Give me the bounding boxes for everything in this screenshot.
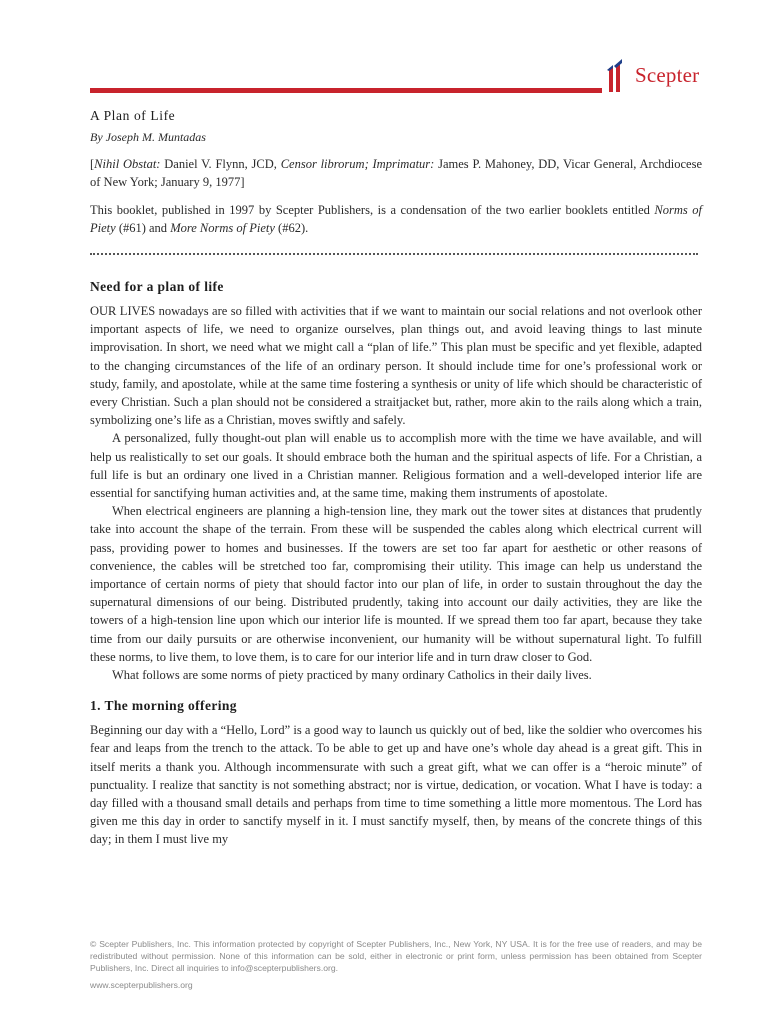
paragraph: A personalized, fully thought-out plan will enable us to accomplish more with the time we have available, and will help us realistically to set our goals. It should embrace both the human and the spiritual aspects of life. For a Christian, a full life is but an ordinary one lived in a Christian manner. Religious formation and a well-developed interior life are essential for sanctifying human activities and, at the same time, making them instruments of apostolate. [90,431,702,501]
paragraph: OUR LIVES nowadays are so filled with activities that if we want to maintain our social relations and not overlook other important aspects of life, we need to organize ourselves, plan things out, and avoid leaving things to last minute improvisation. In short, we need what we might call a “plan of life.” This plan must be specific and yet flexible, adapted to the changing circumstances of the life of an ordinary person. It should include time for one’s professional work or study, family, and apostolate, while at the same time fostering a synthesis or unity of life which should be characteristic of every Christian. Such a plan should not be considered a straitjacket but, rather, more akin to the rails along which a train, symbolizing one’s life as a Christian, moves swiftly and safely. [90,304,702,428]
nihil-obstat-label: Nihil Obstat: [94,157,161,171]
norms-of-piety-title: Norms of Piety [90,203,702,235]
footer-url-link[interactable]: www.scepterpublishers.org [90,980,193,990]
paragraph: Beginning our day with a “Hello, Lord” is a good way to launch us quickly out of bed, like the soldier who overcomes his fear and leaps from the trench to the attack. To be able to get up and have one’s whole day ahead is a great gift. This in itself merits a thank you. Although incommensurate with such a great gift, what we can offer is a “heroic minute” of punctuality. I realize that sanctity is not something abstract; nor is virtue, dedication, or vocation. What I have is today: a day filled with a thousand small details and perhaps from time to time something a little more momentous. The Lord has given me this day in order to sanctify myself in it. I must sanctify myself, then, by means of the concrete things of this day; in them I must live my [90,723,702,847]
section-heading: 1. The morning offering [90,698,237,714]
more-norms-title: More Norms of Piety [170,221,275,235]
approval-open-bracket: [ [90,157,95,171]
booklet-text-2: (#61) and [115,221,171,235]
imprimatur-text: James P. Mahoney, DD, Vicar General, Archdiocese of New York; January 9, 1977] [90,157,702,189]
copyright-notice: © Scepter Publishers, Inc. This information protected by copyright of Scepter Publishers, Inc., New York, NY USA. It is for the free use of readers, and may be redistributed without permission. None of this information can be sold, either in electronic or print form, unless permission has been obtained from Scepter Publishers, Inc. Direct all inquiries to info@scepterpublishers.org. [90,939,702,973]
section-heading: Need for a plan of life [90,279,224,294]
section-gap [90,684,702,698]
scepter-logo-icon [605,58,629,92]
header-rule [90,88,602,93]
booklet-note [90,201,702,237]
censor-label: Censor librorum; Imprimatur: [280,157,435,171]
booklet-text-3: (#62). [274,221,309,235]
nihil-obstat-text: Daniel V. Flynn, JCD, [160,157,281,171]
scepter-logo-text: Scepter [635,62,700,87]
document-title: A Plan of Life [90,108,176,123]
booklet-text-1: This booklet, published in 1997 by Scepter Publishers, is a condensation of the two earlier booklets entitled [90,203,655,217]
scepter-logo[interactable] [605,58,699,92]
dotted-divider [90,253,698,255]
byline: By Joseph M. Muntadas [90,130,206,144]
approval-note [90,155,702,191]
paragraph: What follows are some norms of piety practiced by many ordinary Catholics in their daily lives. [112,668,592,683]
paragraph: When electrical engineers are planning a high-tension line, they mark out the tower sites at distances that prudently take into account the shape of the terrain. From these will be suspended the cables along which electrical current will pass, providing power to homes and businesses. If the towers are set too far apart for aesthetic or other reasons of convenience, the cables will be stretched too far, compromising their utility. This image can help us understand the importance of certain norms of piety that should factor into our plan of life, in order to sustain throughout the day the supernatural dimensions of our being. Distributed prudently, taking into account our daily activities, they are like the towers of a high-tension line upon which our interior life is mounted. If we spread them too far apart, because they take time from our daily pursuits or are otherwise inconvenient, our humanity will be without supernatural light. To fulfill these norms, to live them, to love them, is to care for our interior life and in turn draw closer to God. [90,504,702,664]
document-body [90,108,702,849]
